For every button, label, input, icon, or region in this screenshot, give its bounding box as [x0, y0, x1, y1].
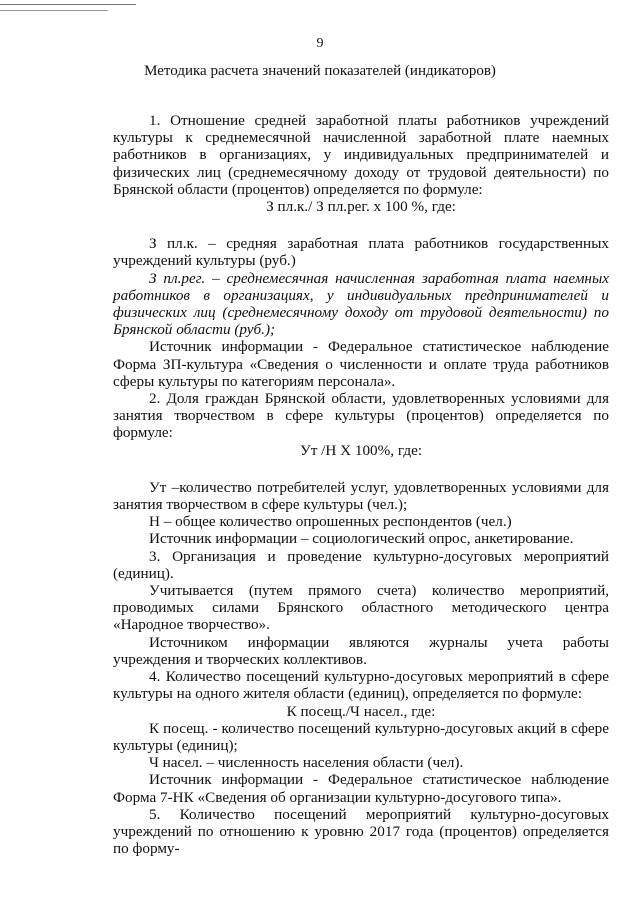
paragraph-zpl-k: З пл.к. – средняя заработная плата работников государственных учреждений культуры (руб.): [113, 235, 609, 270]
paragraph-ut: Ут –количество потребителей услуг, удовлетворенных условиями для занятия творчеством в сфере культуры (чел.);: [113, 478, 609, 514]
page-title: Методика расчета значений показателей (индикаторов): [144, 63, 496, 79]
paragraph-3-counting: Учитывается (путем прямого счета) количество мероприятий, проводимых силами Брянского областного методического центра «Народное творчество».: [113, 582, 609, 634]
paragraph-source-1: Источник информации - Федеральное статистическое наблюдение Форма ЗП-культура «Сведения о численности и оплате труда работников сферы культуры по категориям персонала».: [113, 338, 609, 390]
document-body: [113, 112, 609, 857]
formula-1: З пл.к./ З пл.рег. х 100 %, где:: [266, 198, 456, 216]
page-number: 9: [316, 36, 324, 51]
paragraph-3: 3. Организация и проведение культурно-досуговых мероприятий (единиц).: [113, 547, 609, 582]
paragraph-source-2: Источник информации – социологический опрос, анкетирование.: [149, 530, 574, 548]
paragraph-4: 4. Количество посещений культурно-досуговых мероприятий в сфере культуры на одного жителя области (единиц), определяется по формуле:: [113, 668, 609, 703]
paragraph-2: 2. Доля граждан Брянской области, удовлетворенных условиями для занятия творчеством в сфере культуры (процентов) определяется по формуле:: [113, 390, 609, 442]
paragraph-1: 1. Отношение средней заработной платы работников учреждений культуры к среднемесячной начисленной заработной плате наемных работников в организациях, у индивидуальных предпринимателей и физических лиц (среднемесячному доходу от трудовой деятельности) по Брянской области (процентов) определяется по формуле:: [113, 112, 609, 198]
top-edge-line: [0, 4, 136, 5]
paragraph-zpl-reg: З пл.рег. – среднемесячная начисленная заработная плата наемных работников в организациях, у индивидуальных предпринимателей и физических лиц (среднемесячному доходу от трудовой деятельности) по Брянской области (руб.);: [113, 269, 609, 339]
paragraph-source-3: Источником информации являются журналы учета работы учреждения и творческих коллективов.: [113, 633, 609, 668]
paragraph-n: Н – общее количество опрошенных респондентов (чел.): [149, 513, 512, 531]
formula-2: Ут /Н Х 100%, где:: [299, 441, 423, 459]
paragraph-source-4: Источник информации - Федеральное статистическое наблюдение Форма 7-НК «Сведения об организации культурно-досугового типа».: [113, 771, 609, 806]
top-edge-line-2: [0, 10, 108, 11]
formula-4: К посещ./Ч насел., где:: [286, 702, 436, 720]
paragraph-k-posesch: К посещ. - количество посещений культурно-досуговых акций в сфере культуры (единиц);: [113, 719, 609, 754]
paragraph-5: 5. Количество посещений мероприятий культурно-досуговых учреждений по отношению к уровню 2017 года (процентов) определяется по форму-: [113, 805, 609, 858]
paragraph-ch-nasel: Ч насел. – численность населения области (чел).: [149, 754, 464, 772]
